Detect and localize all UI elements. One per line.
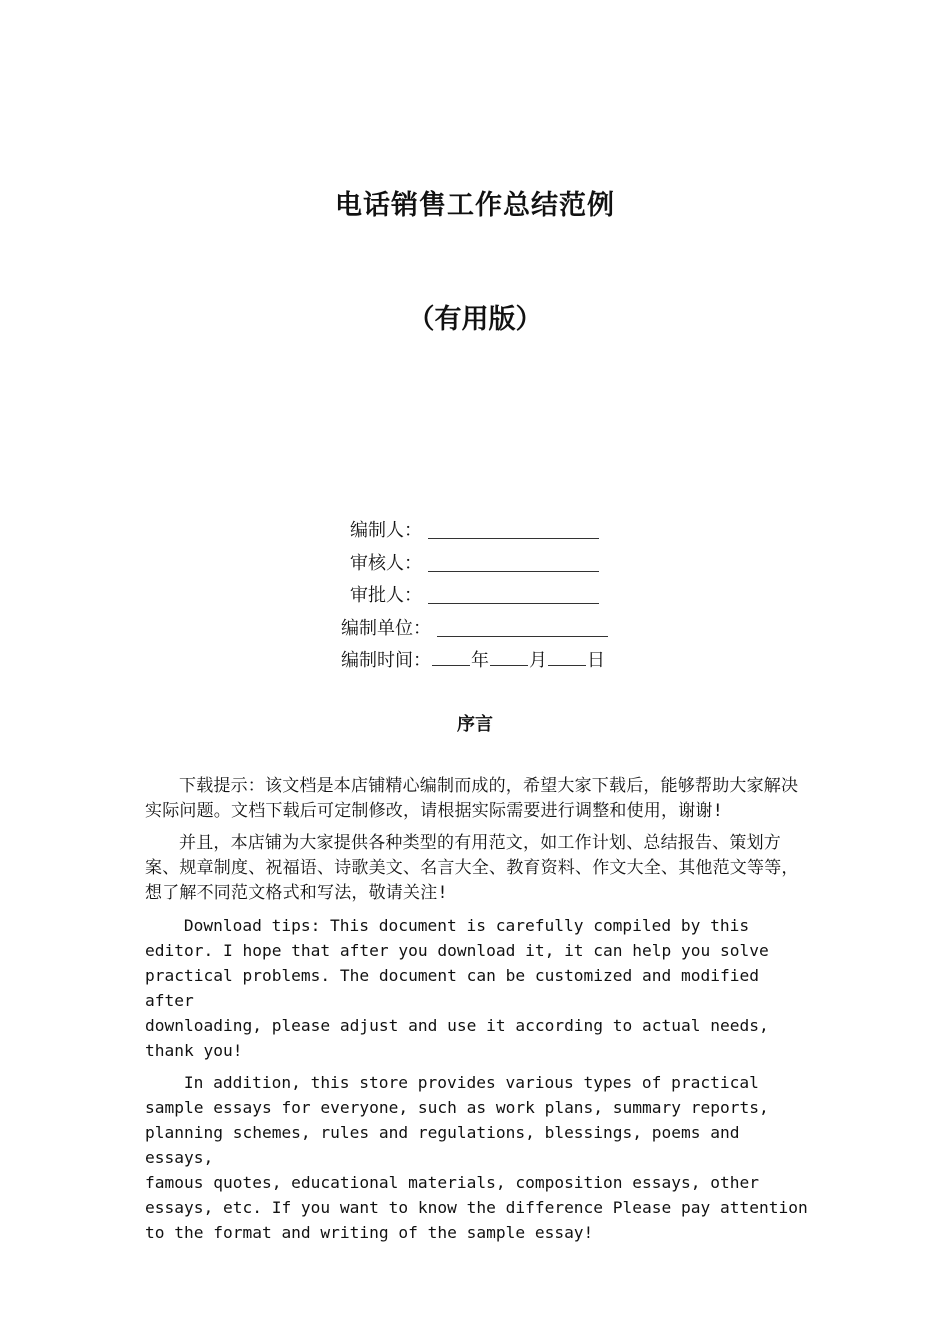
year-blank-line: [432, 650, 470, 666]
unit-label: 编制单位：: [341, 617, 431, 639]
month-blank-line: [490, 650, 528, 666]
download-tip-paragraph-en: Download tips: This document is carefully compiled by this editor. I hope that after you download it, it can help you solve practical problems. The document can be customized and modified after downloading, please adjust and use it according to actual needs, thank you!: [145, 916, 769, 1060]
document-subtitle: （有用版）: [407, 304, 543, 335]
time-label: [341, 645, 605, 678]
compiler-label: 编制人：: [350, 520, 422, 541]
additional-info-paragraph-zh: 并且，本店铺为大家提供各种类型的有用范文，如工作计划、总结报告、策划方案、规章制度、祝福语、诗歌美文、名言大全、教育资料、作文大全、其他范文等等，想了解不同范文格式和写法，敬请关注!: [145, 833, 799, 903]
month-text: 月: [529, 650, 547, 671]
time-label-text: 编制时间：: [341, 650, 431, 671]
time-row: [0, 645, 950, 678]
unit-blank-line: [437, 621, 608, 637]
additional-info-paragraph-en: In addition, this store provides various types of practical sample essays for everyone, such as work plans, summary reports, planning schemes, rules and regulations, blessings, poems and essays, famous quotes, educational materials, composition essays, other essays, etc. If you want to know the difference Please pay attention to the format and writing of the sample essay!: [145, 1073, 808, 1242]
reviewer-label: 审核人：: [350, 552, 422, 574]
approver-label: 审批人：: [350, 585, 422, 606]
day-text: 日: [587, 650, 605, 671]
download-tip-paragraph-zh: 下载提示：该文档是本店铺精心编制而成的，希望大家下载后，能够帮助大家解决实际问题。文档下载后可定制修改，请根据实际需要进行调整和使用，谢谢!: [145, 776, 799, 821]
year-text: 年: [471, 650, 489, 671]
unit-row: [0, 613, 950, 646]
approver-row: [0, 580, 950, 613]
compiler-blank-line: [428, 523, 599, 539]
document-title: 电话销售工作总结范例: [335, 190, 615, 221]
reviewer-blank-line: [428, 556, 599, 572]
preface-body: [145, 774, 810, 1252]
day-blank-line: [548, 650, 586, 666]
approver-blank-line: [428, 588, 599, 604]
compiler-row: [0, 515, 950, 548]
preface-heading: 序言: [457, 714, 493, 735]
signature-block: [0, 515, 950, 678]
reviewer-row: [0, 548, 950, 581]
